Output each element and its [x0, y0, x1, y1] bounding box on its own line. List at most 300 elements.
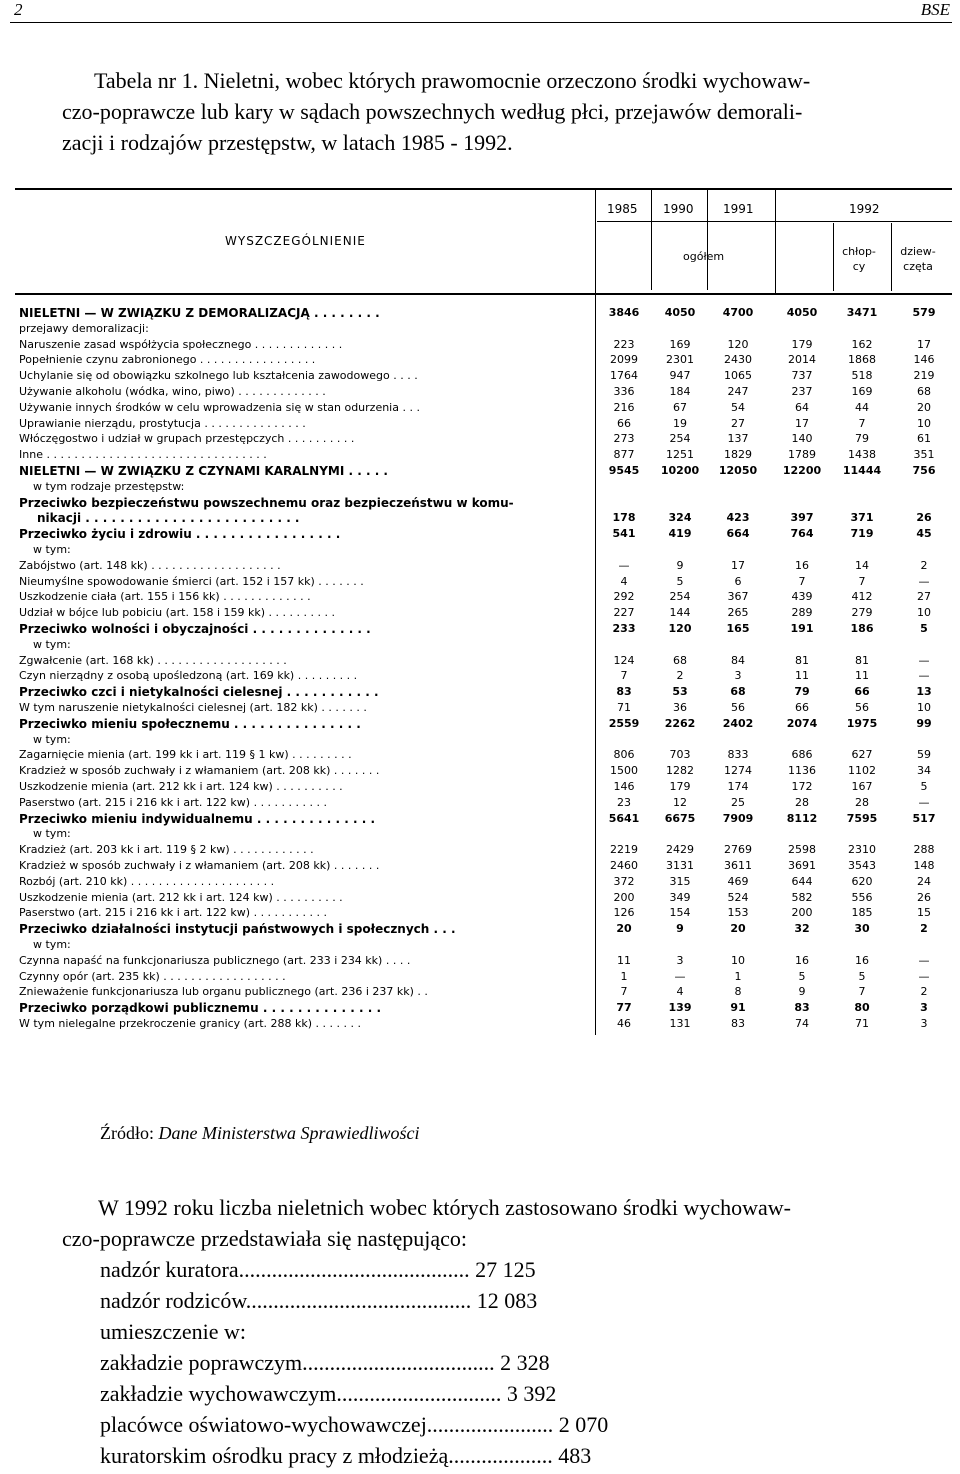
table-row [15, 575, 952, 592]
row-value: 71 [855, 1017, 869, 1030]
row-label: w tym: [33, 938, 71, 951]
row-value: — [918, 574, 930, 588]
header-rule [10, 22, 952, 23]
table-row [15, 638, 952, 655]
row-value: 3 [676, 953, 684, 967]
row-value: 66 [617, 416, 631, 430]
table-row [15, 353, 952, 370]
row-label: Przeciwko porządkowi publicznemu . . . . . . . . . . . . . . [19, 1001, 382, 1016]
page-number: 2 [14, 0, 23, 19]
table-top-rule [15, 188, 952, 190]
table-row [15, 938, 952, 955]
table-row [15, 954, 952, 971]
row-label: nikacji . . . . . . . . . . . . . . . . . . . . . . . . . [37, 511, 300, 526]
row-value: 2429 [666, 843, 694, 857]
row-value: 178 [612, 511, 636, 525]
row-label: Przeciwko mieniu społecznemu . . . . . . . . . . . . . . . [19, 716, 361, 731]
row-value: 9 [676, 922, 684, 936]
row-value: 140 [791, 432, 813, 446]
table-divider [651, 190, 652, 290]
row-value: 144 [669, 606, 691, 620]
row-value: 200 [613, 890, 635, 904]
row-value: 4700 [722, 306, 754, 319]
row-value: 126 [613, 906, 635, 920]
row-value: 469 [727, 874, 749, 888]
table-row [15, 701, 952, 718]
row-value: 10 [917, 606, 931, 620]
row-label: Przeciwko działalności instytucji państwowych i społecznych . . . [19, 922, 456, 937]
row-value: 351 [913, 448, 935, 462]
table-row [15, 685, 952, 702]
row-value: 131 [669, 1017, 691, 1030]
table-row [15, 922, 952, 939]
row-value: 412 [851, 590, 873, 604]
row-label: Udział w bójce lub pobiciu (art. 158 i 159 kk) . . . . . . . . . . [19, 606, 335, 620]
table-row [15, 527, 952, 544]
table-divider [891, 223, 892, 291]
row-value: 7 [620, 669, 628, 683]
row-value: 764 [790, 527, 814, 541]
table-row [15, 891, 952, 908]
row-value: 124 [613, 653, 635, 667]
row-value: 2099 [610, 353, 638, 367]
row-value: 56 [731, 701, 745, 714]
row-value: 3471 [846, 306, 878, 319]
row-value: 84 [731, 653, 745, 667]
row-label: Uszkodzenie ciała (art. 155 i 156 kk) . . . . . . . . . . . . . [19, 590, 311, 604]
table-row [15, 985, 952, 1002]
row-value: 59 [917, 748, 931, 762]
row-value: 237 [791, 385, 813, 398]
row-value: 737 [791, 369, 813, 383]
row-value: 26 [916, 511, 932, 525]
row-value: 169 [669, 337, 691, 351]
row-value: — [918, 653, 930, 667]
row-value: 1251 [666, 448, 694, 462]
row-label: Uprawianie nierządu, prostytucja . . . . . . . . . . . . . . . [19, 416, 306, 430]
row-value: 25 [731, 795, 745, 809]
row-value: 79 [794, 685, 810, 699]
row-label: Zagarnięcie mienia (art. 199 kk i art. 119 § 1 kw) . . . . . . . . . [19, 748, 352, 762]
row-value: 184 [669, 385, 691, 398]
row-label: Popełnienie czynu zabronionego . . . . . . . . . . . . . . . . . [19, 353, 316, 367]
row-value: 1136 [788, 764, 816, 778]
row-value: 4050 [786, 306, 818, 319]
row-value: 66 [795, 701, 809, 714]
table-row [15, 590, 952, 607]
row-value: 9545 [608, 464, 640, 477]
row-value: 1438 [848, 448, 876, 462]
chlopcy-header [837, 244, 881, 274]
row-label: Rozbój (art. 210 kk) . . . . . . . . . . . . . . . . . . . . . [19, 874, 275, 888]
row-value: 12200 [782, 464, 822, 477]
table-row [15, 669, 952, 686]
row-value: 1868 [848, 353, 876, 367]
table-row [15, 480, 952, 497]
table-row [15, 780, 952, 797]
row-value: 2430 [724, 353, 752, 367]
row-value: 1829 [724, 448, 752, 462]
row-value: 7 [620, 985, 628, 999]
row-value: 2 [920, 922, 928, 936]
table-row [15, 306, 952, 323]
row-label: Czynny opór (art. 235 kk) . . . . . . . . . . . . . . . . . . [19, 969, 286, 983]
row-value: 1102 [848, 764, 876, 778]
row-label: Włóczęgostwo i udział w grupach przestępczych . . . . . . . . . . [19, 432, 355, 446]
table-row [15, 906, 952, 923]
row-value: 439 [791, 590, 813, 604]
row-value: 11 [617, 953, 631, 967]
list-item: nadzór kuratora.......................................... 27 125 [100, 1257, 536, 1282]
row-value: 265 [727, 606, 749, 620]
row-value: 5641 [608, 811, 640, 825]
row-value: 7909 [722, 811, 754, 825]
row-value: 56 [855, 701, 869, 714]
row-value: 68 [730, 685, 746, 699]
row-label: Inne . . . . . . . . . . . . . . . . . . . . . . . . . . . . . . . . [19, 448, 267, 462]
row-value: 2310 [848, 843, 876, 857]
row-value: 877 [613, 448, 635, 462]
table-divider [775, 190, 776, 293]
row-value: 627 [851, 748, 873, 762]
row-value: 2074 [786, 716, 818, 730]
table-row [15, 401, 952, 418]
table-row [15, 511, 952, 528]
row-value: 324 [668, 511, 692, 525]
row-label: Uszkodzenie mienia (art. 212 kk i art. 124 kw) . . . . . . . . . . [19, 780, 343, 793]
row-value: 154 [669, 906, 691, 920]
table-row [15, 875, 952, 892]
row-value: 120 [727, 337, 749, 351]
row-value: 756 [912, 464, 936, 477]
row-label: Czynna napaść na funkcjonariusza publicznego (art. 233 i 234 kk) . . . . [19, 953, 411, 967]
row-label: Paserstwo (art. 215 i 216 kk i art. 122 kw) . . . . . . . . . . . [19, 906, 327, 920]
row-value: 6675 [664, 811, 696, 825]
row-value: 3611 [724, 859, 752, 872]
paragraph-line: W 1992 roku liczba nieletnich wobec których zastosowano środki wychowaw- [98, 1195, 792, 1220]
row-value: 1 [734, 969, 742, 983]
row-value: 64 [795, 400, 809, 414]
row-value: 5 [858, 969, 866, 983]
row-value: 34 [917, 764, 931, 778]
row-value: 10 [917, 701, 931, 714]
row-value: 8 [734, 985, 742, 999]
row-value: 17 [795, 416, 809, 430]
row-value: 20 [730, 922, 746, 936]
row-value: 288 [913, 843, 935, 857]
row-value: 148 [913, 859, 935, 872]
row-value: 174 [727, 780, 749, 793]
row-value: 7 [798, 574, 806, 588]
source-text: Dane Ministerstwa Sprawiedliwości [158, 1123, 420, 1143]
row-value: 17 [917, 337, 931, 351]
row-label: Przeciwko mieniu indywidualnemu . . . . . . . . . . . . . . [19, 811, 376, 826]
row-value: 315 [669, 874, 691, 888]
row-value: 11444 [842, 464, 882, 477]
row-label: w tym rodzaje przestępstw: [33, 479, 185, 493]
row-value: 833 [727, 748, 749, 762]
row-value: 67 [673, 400, 687, 414]
row-value: 686 [791, 748, 813, 762]
row-value: 146 [913, 353, 935, 367]
row-label: Przeciwko czci i nietykalności cielesnej . . . . . . . . . . . [19, 685, 379, 700]
row-label: Przeciwko życiu i zdrowiu . . . . . . . . . . . . . . . . . [19, 527, 341, 542]
row-value: 1789 [788, 448, 816, 462]
year-1992: 1992 [849, 202, 880, 216]
row-value: 419 [668, 527, 692, 541]
column-header-label: WYSZCZEGÓLNIENIE [225, 234, 366, 248]
table-row [15, 385, 952, 402]
table-divider [707, 190, 708, 290]
row-value: 186 [850, 622, 874, 635]
row-value: 3846 [608, 306, 640, 319]
row-value: 83 [794, 1001, 810, 1015]
row-value: — [918, 795, 930, 809]
row-value: 83 [616, 685, 632, 699]
caption-line: zacji i rodzajów przestępstw, w latach 1985 - 1992. [62, 130, 513, 155]
table-row [15, 559, 952, 576]
row-label: w tym: [33, 543, 71, 556]
row-value: 2 [676, 669, 684, 683]
row-value: 81 [855, 653, 869, 667]
row-value: 5 [920, 780, 928, 793]
ogolem-header: ogółem [683, 250, 725, 263]
row-value: 397 [790, 511, 814, 525]
year-rule [597, 221, 952, 222]
row-value: 169 [851, 385, 873, 398]
row-value: 947 [669, 369, 691, 383]
table-row [15, 796, 952, 813]
row-value: 66 [854, 685, 870, 699]
row-value: 99 [916, 716, 932, 730]
row-value: 372 [613, 874, 635, 888]
row-label: Zgwałcenie (art. 168 kk) . . . . . . . . . . . . . . . . . . . [19, 653, 287, 667]
source-prefix: Źródło: [100, 1123, 154, 1143]
row-label: Przeciwko wolności i obyczajności . . . . . . . . . . . . . . [19, 622, 371, 636]
row-value: 13 [916, 685, 932, 699]
table-row [15, 606, 952, 623]
statistics-table [15, 188, 952, 1036]
row-label: NIELETNI — W ZWIĄZKU Z DEMORALIZACJĄ . . . . . . . . [19, 306, 380, 320]
row-value: 4 [620, 574, 628, 588]
table-row [15, 338, 952, 355]
row-value: 2402 [722, 716, 754, 730]
row-value: 2014 [788, 353, 816, 367]
row-value: 517 [912, 811, 936, 825]
row-label: Używanie innych środków w celu wprowadzenia się w stan odurzenia . . . [19, 400, 420, 414]
row-value: 12050 [718, 464, 758, 477]
row-value: 80 [854, 1001, 870, 1015]
row-value: 32 [794, 922, 810, 936]
row-value: 30 [854, 922, 870, 936]
row-value: 68 [673, 653, 687, 667]
row-label: Paserstwo (art. 215 i 216 kk i art. 122 kw) . . . . . . . . . . . [19, 795, 327, 809]
row-value: 54 [731, 400, 745, 414]
row-value: — [918, 969, 930, 983]
row-value: 172 [791, 780, 813, 793]
row-value: 9 [676, 558, 684, 572]
row-value: 10 [731, 953, 745, 967]
row-value: 620 [851, 874, 873, 888]
table-caption [62, 65, 930, 158]
row-value: 1065 [724, 369, 752, 383]
table-row [15, 733, 952, 750]
row-label: W tym naruszenie nietykalności cielesnej (art. 182 kk) . . . . . . . [19, 701, 367, 714]
row-value: 8112 [786, 811, 818, 825]
row-value: 5 [798, 969, 806, 983]
row-value: 664 [726, 527, 750, 541]
year-1991: 1991 [723, 202, 754, 216]
row-value: 254 [669, 590, 691, 604]
row-value: 71 [617, 701, 631, 714]
row-value: 12 [673, 795, 687, 809]
row-value: 1764 [610, 369, 638, 383]
table-row [15, 748, 952, 765]
row-value: 14 [855, 558, 869, 572]
row-label: w tym: [33, 732, 71, 746]
row-value: 15 [917, 906, 931, 920]
row-value: 216 [613, 400, 635, 414]
table-row [15, 859, 952, 876]
row-value: 719 [850, 527, 874, 541]
row-value: 3 [920, 1017, 928, 1030]
caption-line: Tabela nr 1. Nieletni, wobec których prawomocnie orzeczono środki wychowaw- [94, 68, 811, 93]
row-value: 10200 [660, 464, 700, 477]
table-row [15, 369, 952, 386]
row-value: 423 [726, 511, 750, 525]
row-value: 541 [612, 527, 636, 541]
row-value: 27 [917, 590, 931, 604]
row-value: 3 [734, 669, 742, 683]
row-value: 7 [858, 574, 866, 588]
row-value: 17 [731, 558, 745, 572]
row-value: 2559 [608, 716, 640, 730]
row-value: 46 [617, 1017, 631, 1030]
row-value: 582 [791, 890, 813, 904]
row-label: NIELETNI — W ZWIĄZKU Z CZYNAMI KARALNYMI . . . . . [19, 464, 388, 478]
row-value: 2769 [724, 843, 752, 857]
row-value: 289 [791, 606, 813, 620]
row-value: 1 [620, 969, 628, 983]
row-value: 153 [727, 906, 749, 920]
row-value: 16 [795, 558, 809, 572]
row-value: 254 [669, 432, 691, 446]
row-value: 11 [795, 669, 809, 683]
row-value: 26 [917, 890, 931, 904]
row-value: 7 [858, 416, 866, 430]
table-row [15, 654, 952, 671]
row-value: 16 [855, 953, 869, 967]
row-value: 2301 [666, 353, 694, 367]
row-value: 3691 [788, 859, 816, 872]
row-label: Używanie alkoholu (wódka, wino, piwo) . . . . . . . . . . . . . [19, 385, 326, 398]
row-value: 91 [730, 1001, 746, 1015]
table-row [15, 417, 952, 434]
row-value: 806 [613, 748, 635, 762]
row-value: 518 [851, 369, 873, 383]
chlopcy-line: chłop- [842, 245, 876, 258]
row-value: 137 [727, 432, 749, 446]
table-row [15, 1001, 952, 1018]
row-label: Kradzież w sposób zuchwały i z włamaniem (art. 208 kk) . . . . . . . [19, 859, 380, 872]
dziewczeta-header [893, 244, 943, 274]
table-row [15, 464, 952, 481]
list-item: zakładzie poprawczym................................... 2 328 [100, 1350, 550, 1375]
row-value: 162 [851, 337, 873, 351]
row-value: 45 [916, 527, 932, 541]
row-value: 77 [616, 1001, 632, 1015]
table-header-rule [15, 293, 952, 295]
dziewczeta-line: dziew- [900, 245, 936, 258]
row-value: 367 [727, 590, 749, 604]
table-row [15, 717, 952, 734]
row-label: w tym: [33, 827, 71, 841]
list-item: zakładzie wychowawczym.............................. 3 392 [100, 1381, 557, 1406]
table-row [15, 448, 952, 465]
table-row [15, 970, 952, 987]
table-row [15, 543, 952, 560]
table-row [15, 322, 952, 339]
table-row [15, 843, 952, 860]
row-value: 44 [855, 400, 869, 414]
row-value: 5 [676, 574, 684, 588]
row-label: Przeciwko bezpieczeństwu powszechnemu oraz bezpieczeństwu w komu- [19, 495, 514, 510]
row-value: 2 [920, 558, 928, 572]
row-label: przejawy demoralizacji: [19, 321, 149, 335]
row-value: 79 [855, 432, 869, 446]
row-value: 1274 [724, 764, 752, 778]
row-value: 2 [920, 985, 928, 999]
row-value: 11 [855, 669, 869, 683]
journal-name: BSE [920, 0, 950, 19]
row-value: 9 [798, 985, 806, 999]
row-value: 16 [795, 953, 809, 967]
row-value: 2219 [610, 843, 638, 857]
row-value: 3131 [666, 859, 694, 872]
row-value: 74 [795, 1017, 809, 1030]
row-value: 524 [727, 890, 749, 904]
row-value: 579 [912, 306, 936, 319]
body-paragraph [62, 1192, 942, 1254]
paragraph-line: czo-poprawcze przedstawiała się następująco: [62, 1226, 467, 1251]
row-value: 5 [920, 622, 928, 635]
year-1990: 1990 [663, 202, 694, 216]
row-value: 3 [920, 1001, 928, 1015]
row-value: 200 [791, 906, 813, 920]
row-value: 371 [850, 511, 874, 525]
row-value: 247 [727, 385, 749, 398]
row-value: 24 [917, 874, 931, 888]
row-value: 556 [851, 890, 873, 904]
row-value: 81 [795, 653, 809, 667]
row-value: 703 [669, 748, 691, 762]
row-label: Naruszenie zasad współżycia społecznego . . . . . . . . . . . . . [19, 337, 343, 351]
row-value: — [918, 669, 930, 683]
list-item: nadzór rodziców......................................... 12 083 [100, 1288, 538, 1313]
row-value: 167 [851, 780, 873, 793]
row-value: 349 [669, 890, 691, 904]
row-value: 4050 [664, 306, 696, 319]
row-value: — [674, 969, 686, 983]
list-item: umieszczenie w: [100, 1319, 246, 1344]
dziewczeta-line: częta [903, 260, 933, 273]
row-label: Znieważenie funkcjonariusza lub organu publicznego (art. 236 i 237 kk) . . [19, 985, 428, 999]
row-value: 2262 [664, 716, 696, 730]
row-label: Kradzież (art. 203 kk i art. 119 § 2 kw) . . . . . . . . . . . . [19, 843, 314, 857]
table-row [15, 432, 952, 449]
row-value: 273 [613, 432, 635, 446]
caption-line: czo-poprawcze lub kary w sądach powszechnych według płci, przejawów demorali- [62, 99, 803, 124]
